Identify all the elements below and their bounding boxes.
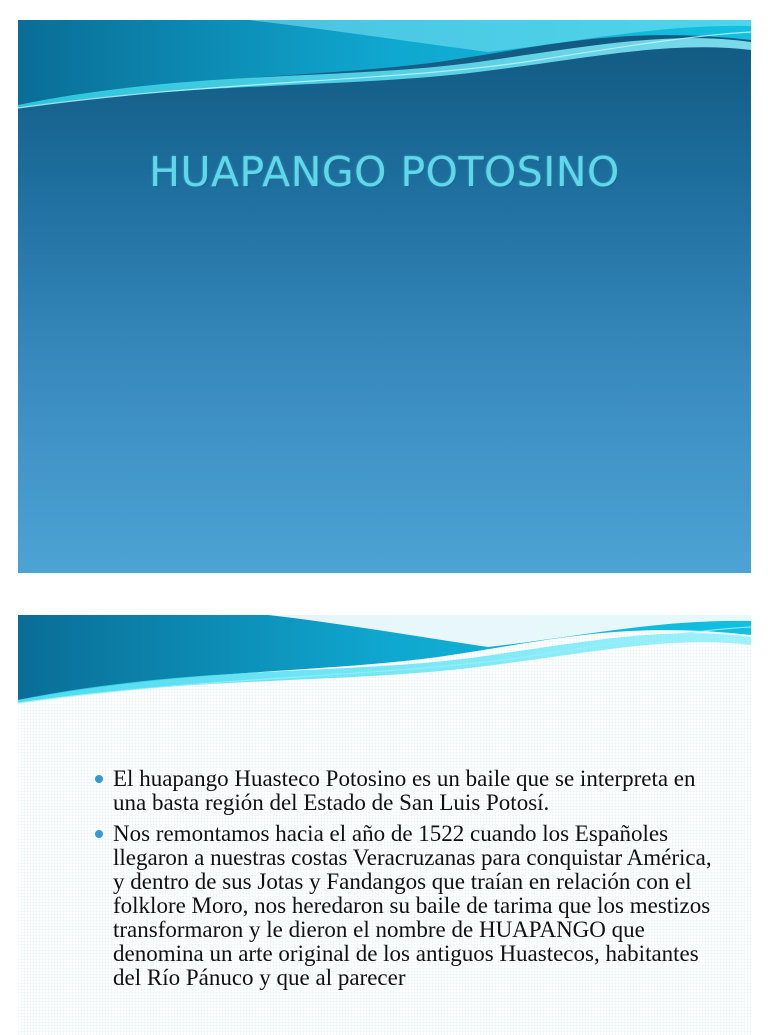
slide-content-page bbox=[18, 615, 751, 1035]
bullet-list bbox=[94, 767, 714, 997]
slide-title: HUAPANGO POTOSINO bbox=[149, 148, 620, 196]
bullet-icon bbox=[95, 830, 103, 838]
bullet-icon bbox=[95, 775, 103, 783]
list-item bbox=[94, 822, 714, 990]
bullet-text: Nos remontamos hacia el año de 1522 cuando los Españoles llegaron a nuestras costas Veracruzanas para conquistar América, y dentro de sus Jotas y Fandangos que traían en relación con el folklore Moro, nos heredaron su baile de tarima que los mestizos transformaron y le dieron el nombre de HUAPANGO que denomina un arte original de los antiguos Huastecos, habitantes del Río Pánuco y que al parecer bbox=[113, 821, 712, 990]
bullet-text: El huapango Huasteco Potosino es un baile que se interpreta en una basta región del Estado de San Luis Potosí. bbox=[113, 766, 696, 815]
list-item bbox=[94, 767, 714, 815]
decorative-wave-header bbox=[18, 615, 751, 705]
decorative-wave-header bbox=[18, 20, 751, 110]
slide-title-page bbox=[18, 20, 751, 573]
